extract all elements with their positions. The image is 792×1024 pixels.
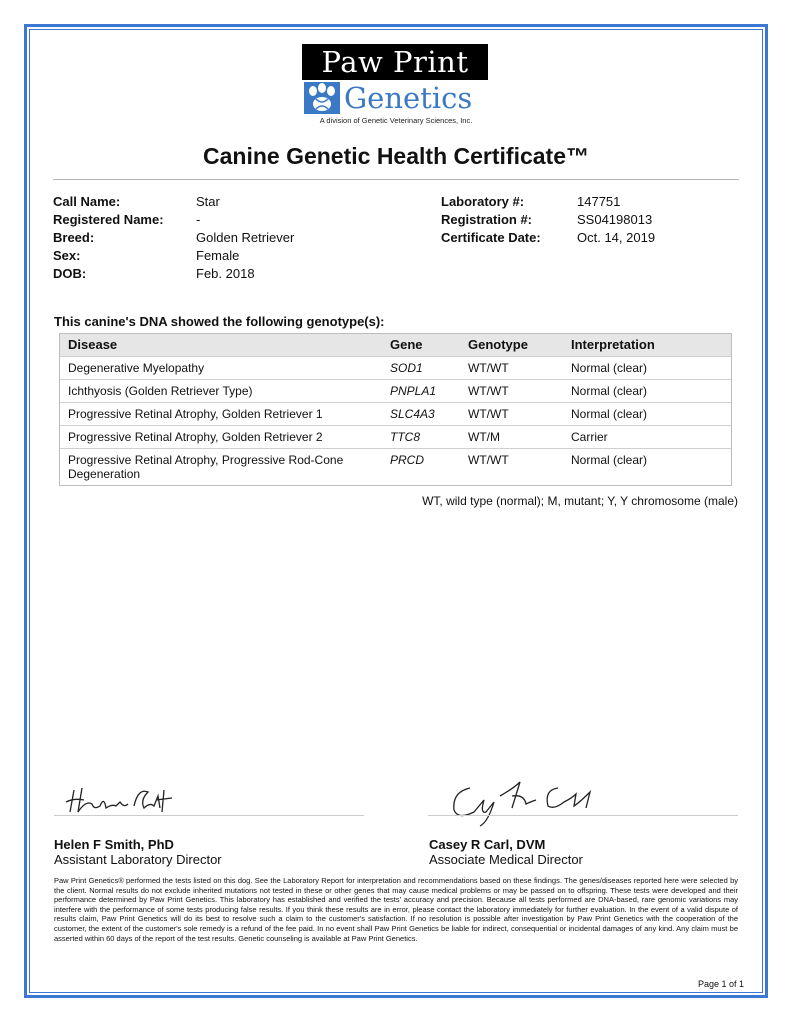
dog-info [53,193,383,285]
signature-line-left [54,815,364,816]
interpretation-cell: Normal (clear) [571,384,648,398]
sex-label: Sex: [53,248,81,263]
dob-value: Feb. 2018 [196,266,255,281]
disease-cell: Degenerative Myelopathy [68,361,205,375]
certificate-date-value: Oct. 14, 2019 [577,230,656,245]
gene-cell: TTC8 [390,430,420,444]
certificate-title: Canine Genetic Health Certificate™ [203,143,589,169]
disease-cell: Progressive Retinal Atrophy, Golden Retriever 2 [68,430,323,444]
header-gene: Gene [390,337,423,352]
logo-bottom-text: Genetics [344,81,473,115]
call-name-value: Star [196,194,220,209]
genotype-cell: WT/WT [468,384,509,398]
genotype-table [59,333,732,486]
genotype-cell: WT/WT [468,453,509,467]
gene-cell: SLC4A3 [390,407,435,421]
logo-subtitle: A division of Genetic Veterinary Sciences, Inc. [319,116,473,125]
signer-2-title: Associate Medical Director [429,852,583,867]
logo-top-text: Paw Print [302,44,488,80]
interpretation-cell: Carrier [571,430,608,444]
company-logo [300,44,492,128]
registered-name-value: - [196,212,201,227]
table-header [60,334,731,356]
header-genotype: Genotype [468,337,528,352]
gene-cell: PRCD [390,453,425,467]
paw-dna-icon [304,82,340,114]
disease-cell: Progressive Retinal Atrophy, Progressive Rod-Cone Degeneration [68,453,344,481]
interpretation-cell: Normal (clear) [571,361,648,375]
table-row [60,448,731,485]
genotype-cell: WT/WT [468,361,509,375]
sex-value: Female [196,248,240,263]
table-row [60,379,731,402]
title-divider [53,179,739,180]
header-disease: Disease [68,337,118,352]
casey-carl-signature [440,778,610,828]
signer-1-title: Assistant Laboratory Director [54,852,222,867]
genotype-cell: WT/WT [468,407,509,421]
dob-label: DOB: [53,266,87,281]
genotype-cell: WT/M [468,430,500,444]
gene-cell: SOD1 [390,361,423,375]
genotype-heading: This canine's DNA showed the following genotype(s): [54,314,385,329]
table-row [60,425,731,448]
table-row [60,402,731,425]
gene-cell: PNPLA1 [390,384,437,398]
header-interpretation: Interpretation [571,337,655,352]
lab-number-value: 147751 [577,194,621,209]
registration-label: Registration #: [441,212,533,227]
certificate-date-label: Certificate Date: [441,230,541,245]
genotype-legend: WT, wild type (normal); M, mutant; Y, Y chromosome (male) [422,494,738,508]
disease-cell: Ichthyosis (Golden Retriever Type) [68,384,253,398]
page-number: Page 1 of 1 [697,979,744,989]
call-name-label: Call Name: [53,194,121,209]
legal-disclaimer: Paw Print Genetics® performed the tests listed on this dog. See the Laboratory Report for interpretation and recommendations based on these findings. The genes/diseases reported here were selected by the client. Normal results do not exclude inherited mutations not tested in these or other genes that may cause medical problems or may be passed on to offspring. These tests were developed and their performance determined by Paw Print Genetics. This laboratory has established and verified the tests' accuracy and precision. Because all tests performed are DNA-based, rare genomic variations may interfere with the performance of some tests producing false results. If you think these results are in error, please contact the laboratory immediately for further evaluation. In the event of a valid dispute of results claim, Paw Print Genetics will do its best to resolve such a claim to the customer's satisfaction. If no resolution is possible after investigation by Paw Print Genetics with the cooperation of the customer, the extent of the customer's sole remedy is a refund of the fee paid. In no event shall Paw Print Genetics be liable for indirect, consequential or incidental damages of any kind. Any claim must be asserted within 60 days of the report of the test results. Genetic counseling is available at Paw Print Genetics. [54,876,738,943]
disease-cell: Progressive Retinal Atrophy, Golden Retriever 1 [68,407,323,421]
interpretation-cell: Normal (clear) [571,453,648,467]
registration-value: SS04198013 [577,212,653,227]
lab-number-label: Laboratory #: [441,194,525,209]
table-row [60,356,731,379]
lab-info [441,193,737,249]
helen-smith-signature [60,782,190,818]
signer-2-name: Casey R Carl, DVM [429,837,546,852]
breed-value: Golden Retriever [196,230,295,245]
registered-name-label: Registered Name: [53,212,164,227]
breed-label: Breed: [53,230,95,245]
signer-1-name: Helen F Smith, PhD [54,837,174,852]
signature-line-right [428,815,738,816]
interpretation-cell: Normal (clear) [571,407,648,421]
